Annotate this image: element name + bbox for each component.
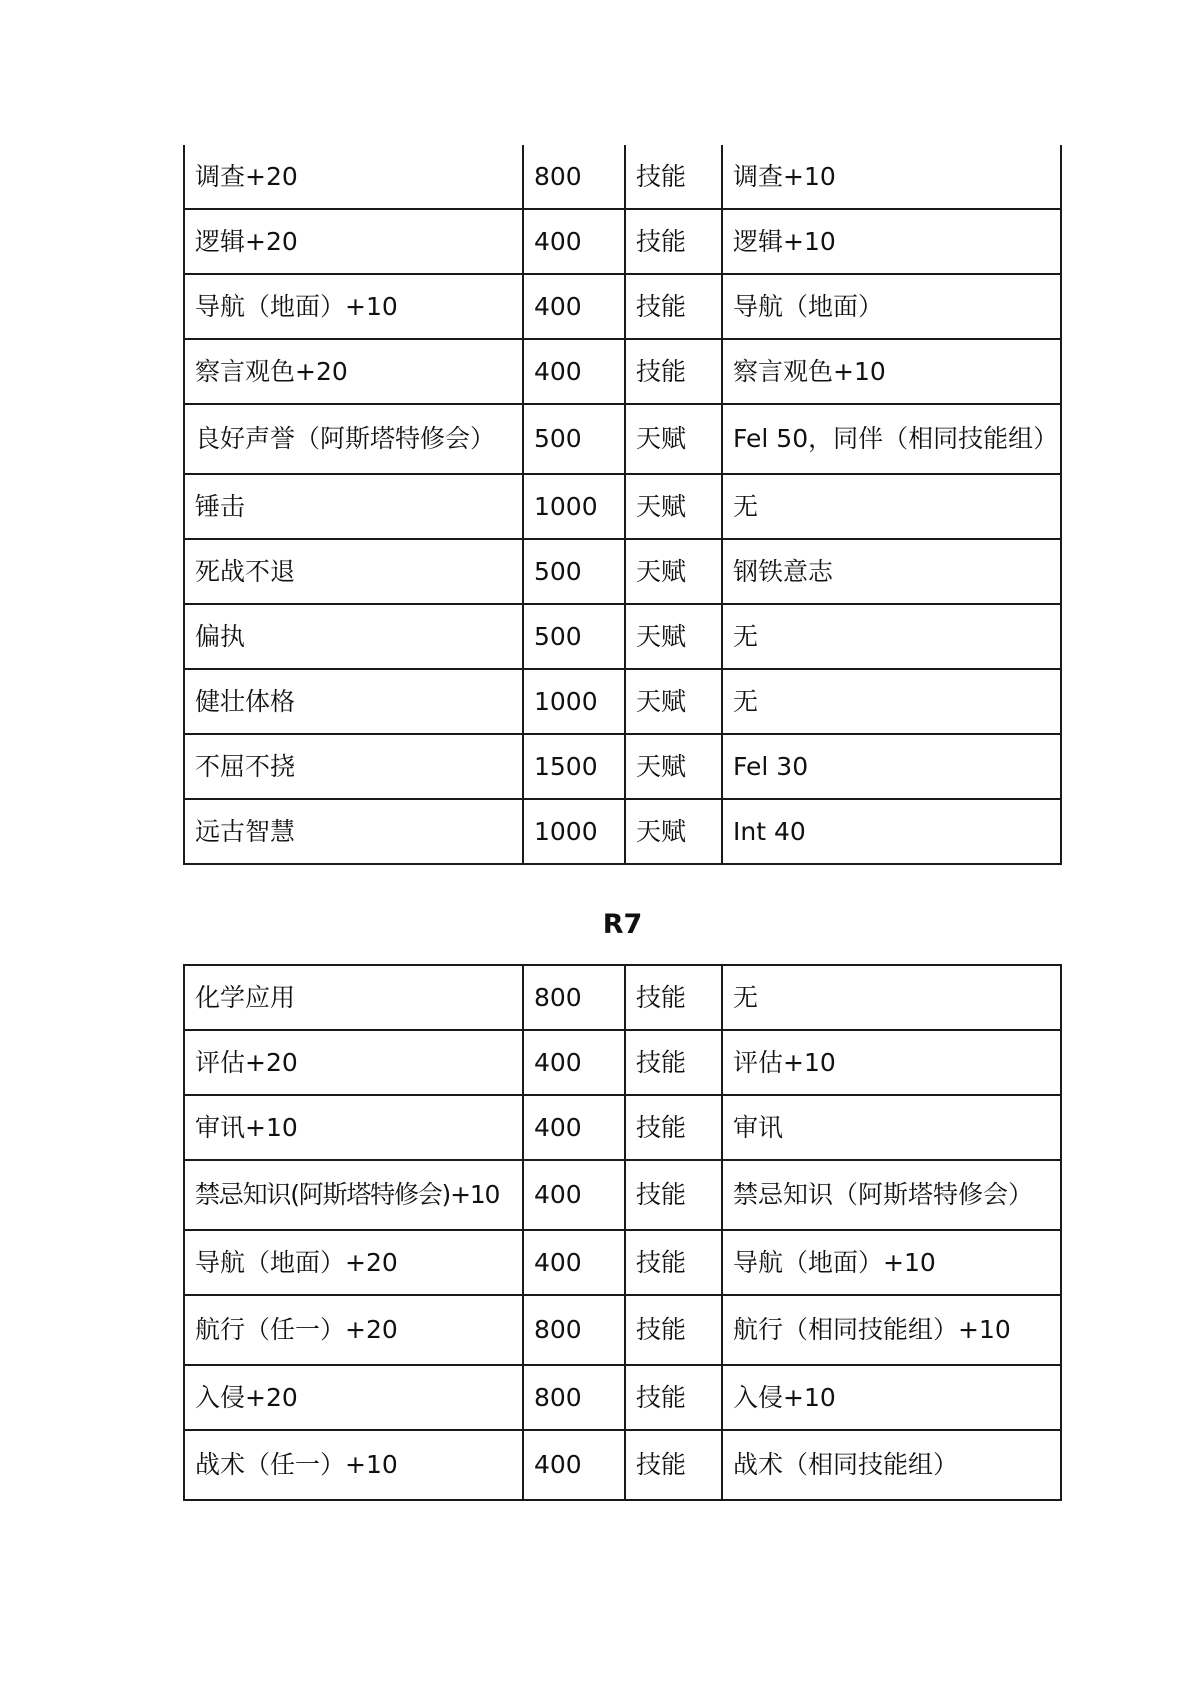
prerequisite-cell: 钢铁意志 [722,539,1061,604]
cost-cell: 800 [523,1365,625,1430]
cost-cell: 500 [523,604,625,669]
type-cell: 技能 [625,1095,722,1160]
advance-name-cell: 化学应用 [184,965,523,1030]
table-row [184,339,1061,404]
advance-name-cell: 锤击 [184,474,523,539]
cost-cell: 400 [523,1160,625,1230]
table-row [184,1430,1061,1500]
cost-cell: 400 [523,1430,625,1500]
cost-cell: 800 [523,1295,625,1365]
advance-name-cell: 健壮体格 [184,669,523,734]
advance-name-cell: 远古智慧 [184,799,523,864]
advance-name-cell: 导航（地面）+20 [184,1230,523,1295]
table-row [184,965,1061,1030]
table-row [184,274,1061,339]
prerequisite-cell: 无 [722,669,1061,734]
table-row [184,209,1061,274]
type-cell: 技能 [625,1295,722,1365]
prerequisite-cell: 调查+10 [722,145,1061,209]
type-cell: 天赋 [625,404,722,474]
type-cell: 技能 [625,209,722,274]
table-row [184,1030,1061,1095]
prerequisite-cell: 战术（相同技能组） [722,1430,1061,1500]
advance-name-cell: 调查+20 [184,145,523,209]
prerequisite-cell: Fel 50，同伴（相同技能组） [722,404,1061,474]
table-row [184,539,1061,604]
advance-name-cell: 死战不退 [184,539,523,604]
table-row [184,734,1061,799]
table-row [184,1160,1061,1230]
cost-cell: 400 [523,339,625,404]
advance-name-cell: 评估+20 [184,1030,523,1095]
advance-name-cell: 禁忌知识(阿斯塔特修会)+10 [184,1160,523,1230]
type-cell: 天赋 [625,734,722,799]
cost-cell: 800 [523,965,625,1030]
advance-name-cell: 不屈不挠 [184,734,523,799]
prerequisite-cell: 导航（地面）+10 [722,1230,1061,1295]
advance-table-r7 [183,964,1062,1501]
table-row [184,1095,1061,1160]
prerequisite-cell: 航行（相同技能组）+10 [722,1295,1061,1365]
table-row [184,404,1061,474]
table-row [184,474,1061,539]
cost-cell: 1000 [523,474,625,539]
type-cell: 天赋 [625,474,722,539]
advance-name-cell: 审讯+10 [184,1095,523,1160]
advance-name-cell: 入侵+20 [184,1365,523,1430]
cost-cell: 400 [523,1030,625,1095]
prerequisite-cell: 察言观色+10 [722,339,1061,404]
cost-cell: 400 [523,209,625,274]
prerequisite-cell: 禁忌知识（阿斯塔特修会） [722,1160,1061,1230]
type-cell: 天赋 [625,799,722,864]
advance-name-cell: 战术（任一）+10 [184,1430,523,1500]
table-row [184,1365,1061,1430]
type-cell: 技能 [625,339,722,404]
cost-cell: 1500 [523,734,625,799]
type-cell: 技能 [625,145,722,209]
table-row [184,1230,1061,1295]
cost-cell: 400 [523,1230,625,1295]
table-row [184,1295,1061,1365]
prerequisite-cell: 入侵+10 [722,1365,1061,1430]
advance-name-cell: 察言观色+20 [184,339,523,404]
table-row [184,669,1061,734]
cost-cell: 1000 [523,799,625,864]
prerequisite-cell: 无 [722,474,1061,539]
type-cell: 技能 [625,1030,722,1095]
section-heading-r7: R7 [602,909,643,940]
type-cell: 天赋 [625,604,722,669]
advance-name-cell: 逻辑+20 [184,209,523,274]
table-row [184,145,1061,209]
prerequisite-cell: 评估+10 [722,1030,1061,1095]
prerequisite-cell: 无 [722,965,1061,1030]
prerequisite-cell: Int 40 [722,799,1061,864]
type-cell: 技能 [625,1365,722,1430]
table-row [184,799,1061,864]
type-cell: 技能 [625,1160,722,1230]
prerequisite-cell: 逻辑+10 [722,209,1061,274]
type-cell: 天赋 [625,539,722,604]
advance-table-continued [183,145,1062,865]
cost-cell: 1000 [523,669,625,734]
prerequisite-cell: Fel 30 [722,734,1061,799]
cost-cell: 400 [523,274,625,339]
prerequisite-cell: 导航（地面） [722,274,1061,339]
advance-name-cell: 航行（任一）+20 [184,1295,523,1365]
advance-name-cell: 良好声誉（阿斯塔特修会） [184,404,523,474]
cost-cell: 500 [523,404,625,474]
advance-name-cell: 导航（地面）+10 [184,274,523,339]
cost-cell: 400 [523,1095,625,1160]
cost-cell: 500 [523,539,625,604]
type-cell: 天赋 [625,669,722,734]
type-cell: 技能 [625,1430,722,1500]
type-cell: 技能 [625,1230,722,1295]
prerequisite-cell: 审讯 [722,1095,1061,1160]
cost-cell: 800 [523,145,625,209]
type-cell: 技能 [625,965,722,1030]
type-cell: 技能 [625,274,722,339]
prerequisite-cell: 无 [722,604,1061,669]
advance-name-cell: 偏执 [184,604,523,669]
table-row [184,604,1061,669]
